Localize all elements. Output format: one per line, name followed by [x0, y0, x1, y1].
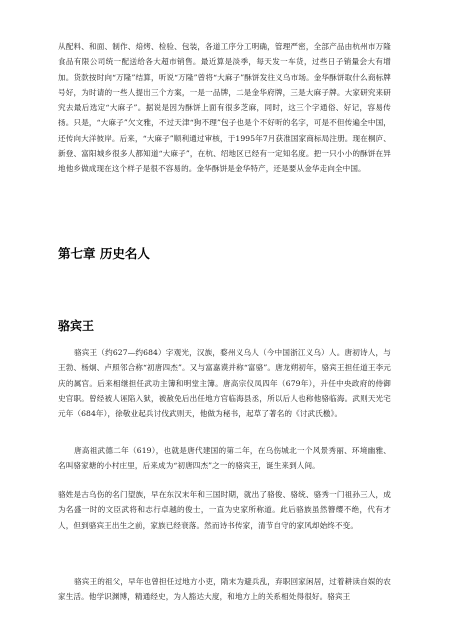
body-paragraph: 唐高祖武德二年（619），也就是唐代建国的第二年，在乌伤城北一个风景秀丽、环境幽雅、名叫骆家塘的小村庄里，后来成为“初唐四杰”之一的骆宾王，诞生来到人间。 [58, 446, 391, 471]
body-paragraph: 骆姓是古乌伤的名门望族，早在东汉末年和三国时期，就出了骆俊、骆统、骆秀一门祖孙三人，成为名盛一时的文臣武将和志行卓越的俊士，一直为史家所称道。此后骆族虽然簪缨不绝，代有才人，但到骆宾王出生之前，家族已经衰落。然而诗书传家，清节自守的家风却始终不变。 [58, 490, 391, 530]
chapter-title: 第七章 历史名人 [58, 246, 150, 261]
section-title: 骆宾王 [58, 319, 95, 333]
intro-paragraph: 从配料、和面、制作、焙烤、检验、包装，各道工序分工明确，管理严密，全部产品由杭州市万隆食品有限公司统一配送给各大超市销售。最近算是淡季，每天发一车货，过些日子销量会大有增加。货款按时向“万隆”结算，听说“万隆”曾将“大麻子”酥饼发往义乌市场。金华酥饼取什么商标牌号好，为时请的一些人提出三个方案，一是一品牌，二是金华府牌，三是大麻子牌。大家研究来研究去最后选定“大麻子”。据说是因为酥饼上面有很多芝麻，同时，这三个字通俗、好记，容易传扬。只是，“大麻子”欠文雅，不过天津“狗不理”包子也是个不好听的名字，可是不但传遍全中国，还传向大洋彼岸。后来，“大麻子”顺利通过审核，于1995年7月获准国家商标局注册。现在桐庐、新登、富阳城乡很多人都知道“大麻子”，在杭、绍地区已经有一定知名度。把一只小小的酥饼在异地他乡做成现在这个样子是很不容易的。金华酥饼是金华特产，还是要从金华走向全中国。 [58, 42, 391, 174]
body-paragraph: 骆宾王（约627—约684）字观光，汉族，婺州义乌人（今中国浙江义乌）人。唐初诗人，与王勃、杨炯、卢照邻合称“初唐四杰”。又与富嘉谟并称“富骆”。唐龙朔初年，骆宾王担任道王李元庆的属官。后来相继担任武功主簿和明堂主簿。唐高宗仪凤四年（679年），升任中央政府的侍御史官职。曾经被人诬陷入狱，被赦免后出任地方官临海县丞，所以后人也称他骆临海。武则天光宅元年（684年），徐敬业起兵讨伐武则天，他做为秘书，起草了著名的《讨武氏檄》。 [58, 348, 391, 419]
body-paragraph: 骆宾王的祖父，早年也曾担任过地方小吏，隋末为避兵乱，弃职回家闲居，过着耕读自娱的农家生活。他学识渊博，精通经史，为人豁达大度，和地方上的关系相处得很好。骆宾王 [58, 577, 391, 602]
